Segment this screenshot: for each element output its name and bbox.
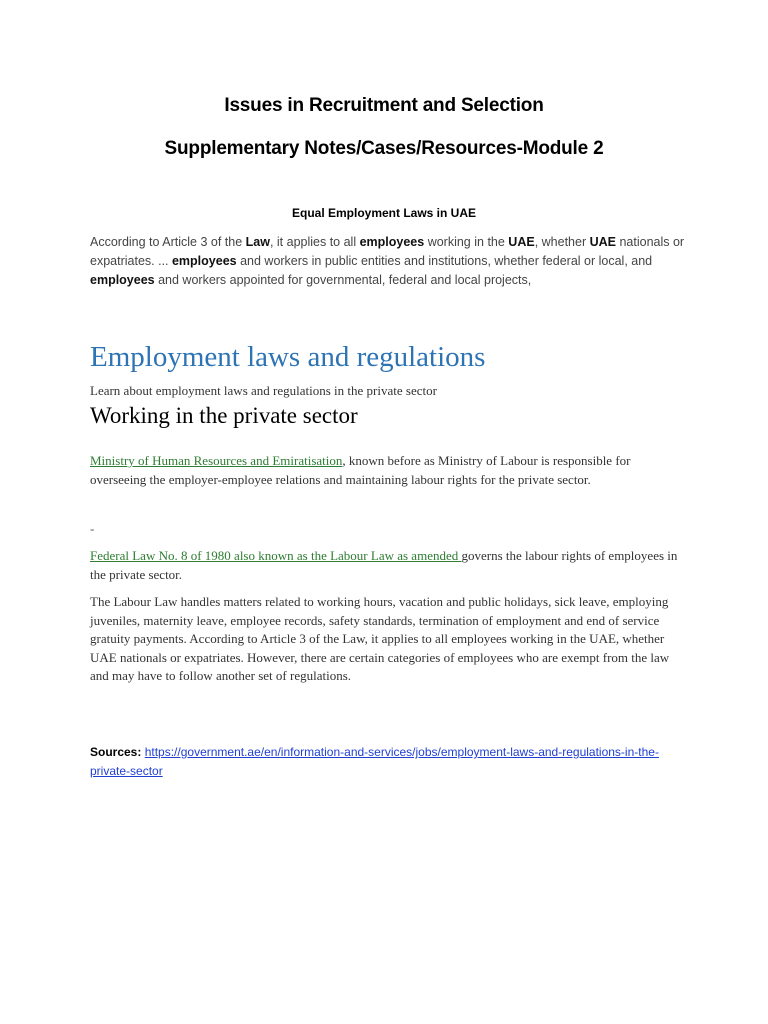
sources-link[interactable]: https://government.ae/en/information-and-services/jobs/employment-laws-and-regulations-in-the-private-sector xyxy=(90,745,659,778)
sources-line xyxy=(90,743,680,781)
ministry-link[interactable]: Ministry of Human Resources and Emiratisation xyxy=(90,453,343,468)
intro-text-run: , whether xyxy=(534,235,590,249)
intro-text-run: and workers in public entities and institutions, whether federal or local, and xyxy=(236,254,653,268)
paragraph-labour-law xyxy=(90,547,680,584)
labour-law-link[interactable]: Federal Law No. 8 of 1980 also known as the Labour Law as amended xyxy=(90,548,462,563)
intro-paragraph xyxy=(90,233,690,290)
intro-bold-term: UAE xyxy=(508,235,535,249)
intro-text-run: , it applies to all xyxy=(269,235,360,249)
lead-text: Learn about employment laws and regulations in the private sector xyxy=(90,383,437,398)
paragraph-ministry-text: , known before as Ministry of Labour is responsible for overseeing the employer-employee relations and maintaining labour rights for the private sector. xyxy=(90,453,631,487)
section-heading-equal-employment: Equal Employment Laws in UAE xyxy=(291,206,477,220)
paragraph-labour-law-text: governs the labour rights of employees in the private sector. xyxy=(90,548,678,582)
paragraph-labour-law-details: The Labour Law handles matters related to working hours, vacation and public holidays, sick leave, employing juveniles, maternity leave, employee records, safety standards, termination of employment and end of service gratuity payments. According to Article 3 of the Law, it applies to all employees working in the UAE, whether UAE nationals or expatriates. However, there are certain categories of employees who are exempt from the law and may have to follow another set of regulations. xyxy=(90,594,670,683)
intro-text-run: and workers appointed for governmental, federal and local projects, xyxy=(154,273,532,287)
document-title: Issues in Recruitment and Selection xyxy=(224,95,544,116)
intro-text-run: working in the xyxy=(424,235,509,249)
sources-label: Sources: xyxy=(90,745,142,759)
intro-text-run: According to Article 3 of the xyxy=(90,235,246,249)
intro-bold-term: employees xyxy=(90,273,155,287)
paragraph-ministry xyxy=(90,452,680,489)
document-subtitle: Supplementary Notes/Cases/Resources-Module 2 xyxy=(164,138,604,159)
heading-employment-laws: Employment laws and regulations xyxy=(90,341,486,373)
dash-separator: - xyxy=(90,521,95,536)
intro-bold-term: employees xyxy=(171,254,237,268)
intro-bold-term: employees xyxy=(359,235,425,249)
intro-bold-term: Law xyxy=(245,235,270,249)
intro-text-run: nationals or expatriates. ... xyxy=(90,235,685,268)
heading-private-sector: Working in the private sector xyxy=(90,403,358,428)
intro-bold-term: UAE xyxy=(589,235,616,249)
